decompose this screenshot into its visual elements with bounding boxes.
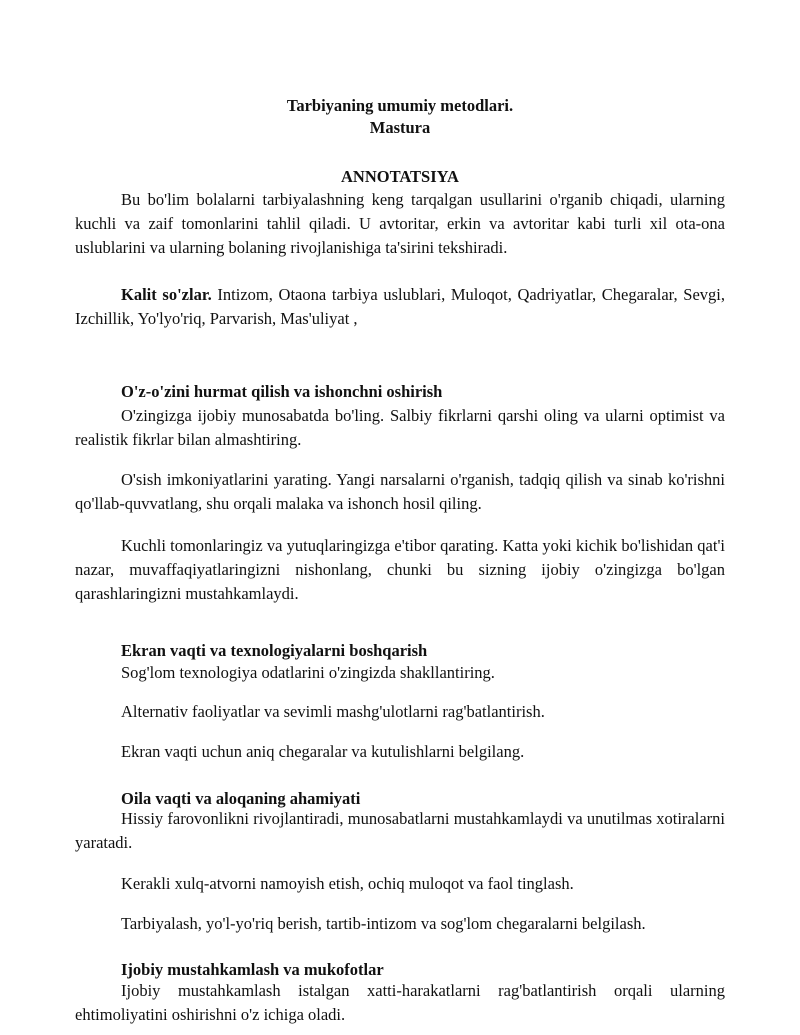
section-paragraph: Sog'lom texnologiya odatlarini o'zingizda shakllantiring. xyxy=(121,663,495,682)
section-heading: O'z-o'zini hurmat qilish va ishonchni oshirish xyxy=(121,382,443,401)
annotation-heading: ANNOTATSIYA xyxy=(341,167,459,186)
author-name: Mastura xyxy=(369,118,431,137)
section-heading: Ijobiy mustahkamlash va mukofotlar xyxy=(121,960,384,979)
section-heading: Oila vaqti va aloqaning ahamiyati xyxy=(121,789,361,808)
keywords-text: Intizom, Otaona tarbiya uslublari, Muloqot, Qadriyatlar, Chegaralar, Sevgi, Izchillik, Yo'lyo'riq, Parvarish, Mas'uliyat , xyxy=(75,285,725,328)
keywords-label: Kalit so'zlar. xyxy=(121,285,212,304)
section-paragraph: O'zingizga ijobiy munosabatda bo'ling. Salbiy fikrlarni qarshi oling va ularni optimist va realistik fikrlar bilan almashtiring. xyxy=(75,406,725,449)
section-heading: Ekran vaqti va texnologiyalarni boshqarish xyxy=(121,641,428,660)
section-paragraph: O'sish imkoniyatlarini yarating. Yangi narsalarni o'rganish, tadqiq qilish va sinab ko'rishni qo'llab-quvvatlang, shu orqali malaka va ishonch hosil qiling. xyxy=(75,470,725,513)
section-paragraph: Kerakli xulq-atvorni namoyish etish, ochiq muloqot va faol tinglash. xyxy=(121,874,574,893)
section-paragraph: Tarbiyalash, yo'l-yo'riq berish, tartib-intizom va sog'lom chegaralarni belgilash. xyxy=(121,914,646,933)
section-paragraph: Kuchli tomonlaringiz va yutuqlaringizga e'tibor qarating. Katta yoki kichik bo'lishidan qat'i nazar, muvaffaqiyatlaringizni nishonlang, chunki bu sizning ijobiy o'zingizga bo'lgan qarashlaringizni mustahkamlaydi. xyxy=(75,536,725,603)
annotation-text: Bu bo'lim bolalarni tarbiyalashning keng tarqalgan usullarini o'rganib chiqadi, ularning kuchli va zaif tomonlarini tahlil qiladi. U avtoritar, erkin va avtoritar kabi turli xil ota-ona uslublarini va ularning bolaning rivojlanishiga ta'sirini tekshiradi. xyxy=(75,190,725,257)
document-title: Tarbiyaning umumiy metodlari. xyxy=(286,96,514,115)
section-paragraph: Ijobiy mustahkamlash istalgan xatti-harakatlarni rag'batlantirish orqali ularning ehtimoliyatini oshirishni o'z ichiga oladi. xyxy=(75,981,725,1024)
section-paragraph: Hissiy farovonlikni rivojlantiradi, munosabatlarni mustahkamlaydi va unutilmas xotiralarni yaratadi. xyxy=(75,809,725,852)
section-paragraph: Ekran vaqti uchun aniq chegaralar va kutulishlarni belgilang. xyxy=(121,742,525,761)
keywords-paragraph xyxy=(75,283,725,331)
section-paragraph: Alternativ faoliyatlar va sevimli mashg'ulotlarni rag'batlantirish. xyxy=(121,702,545,721)
